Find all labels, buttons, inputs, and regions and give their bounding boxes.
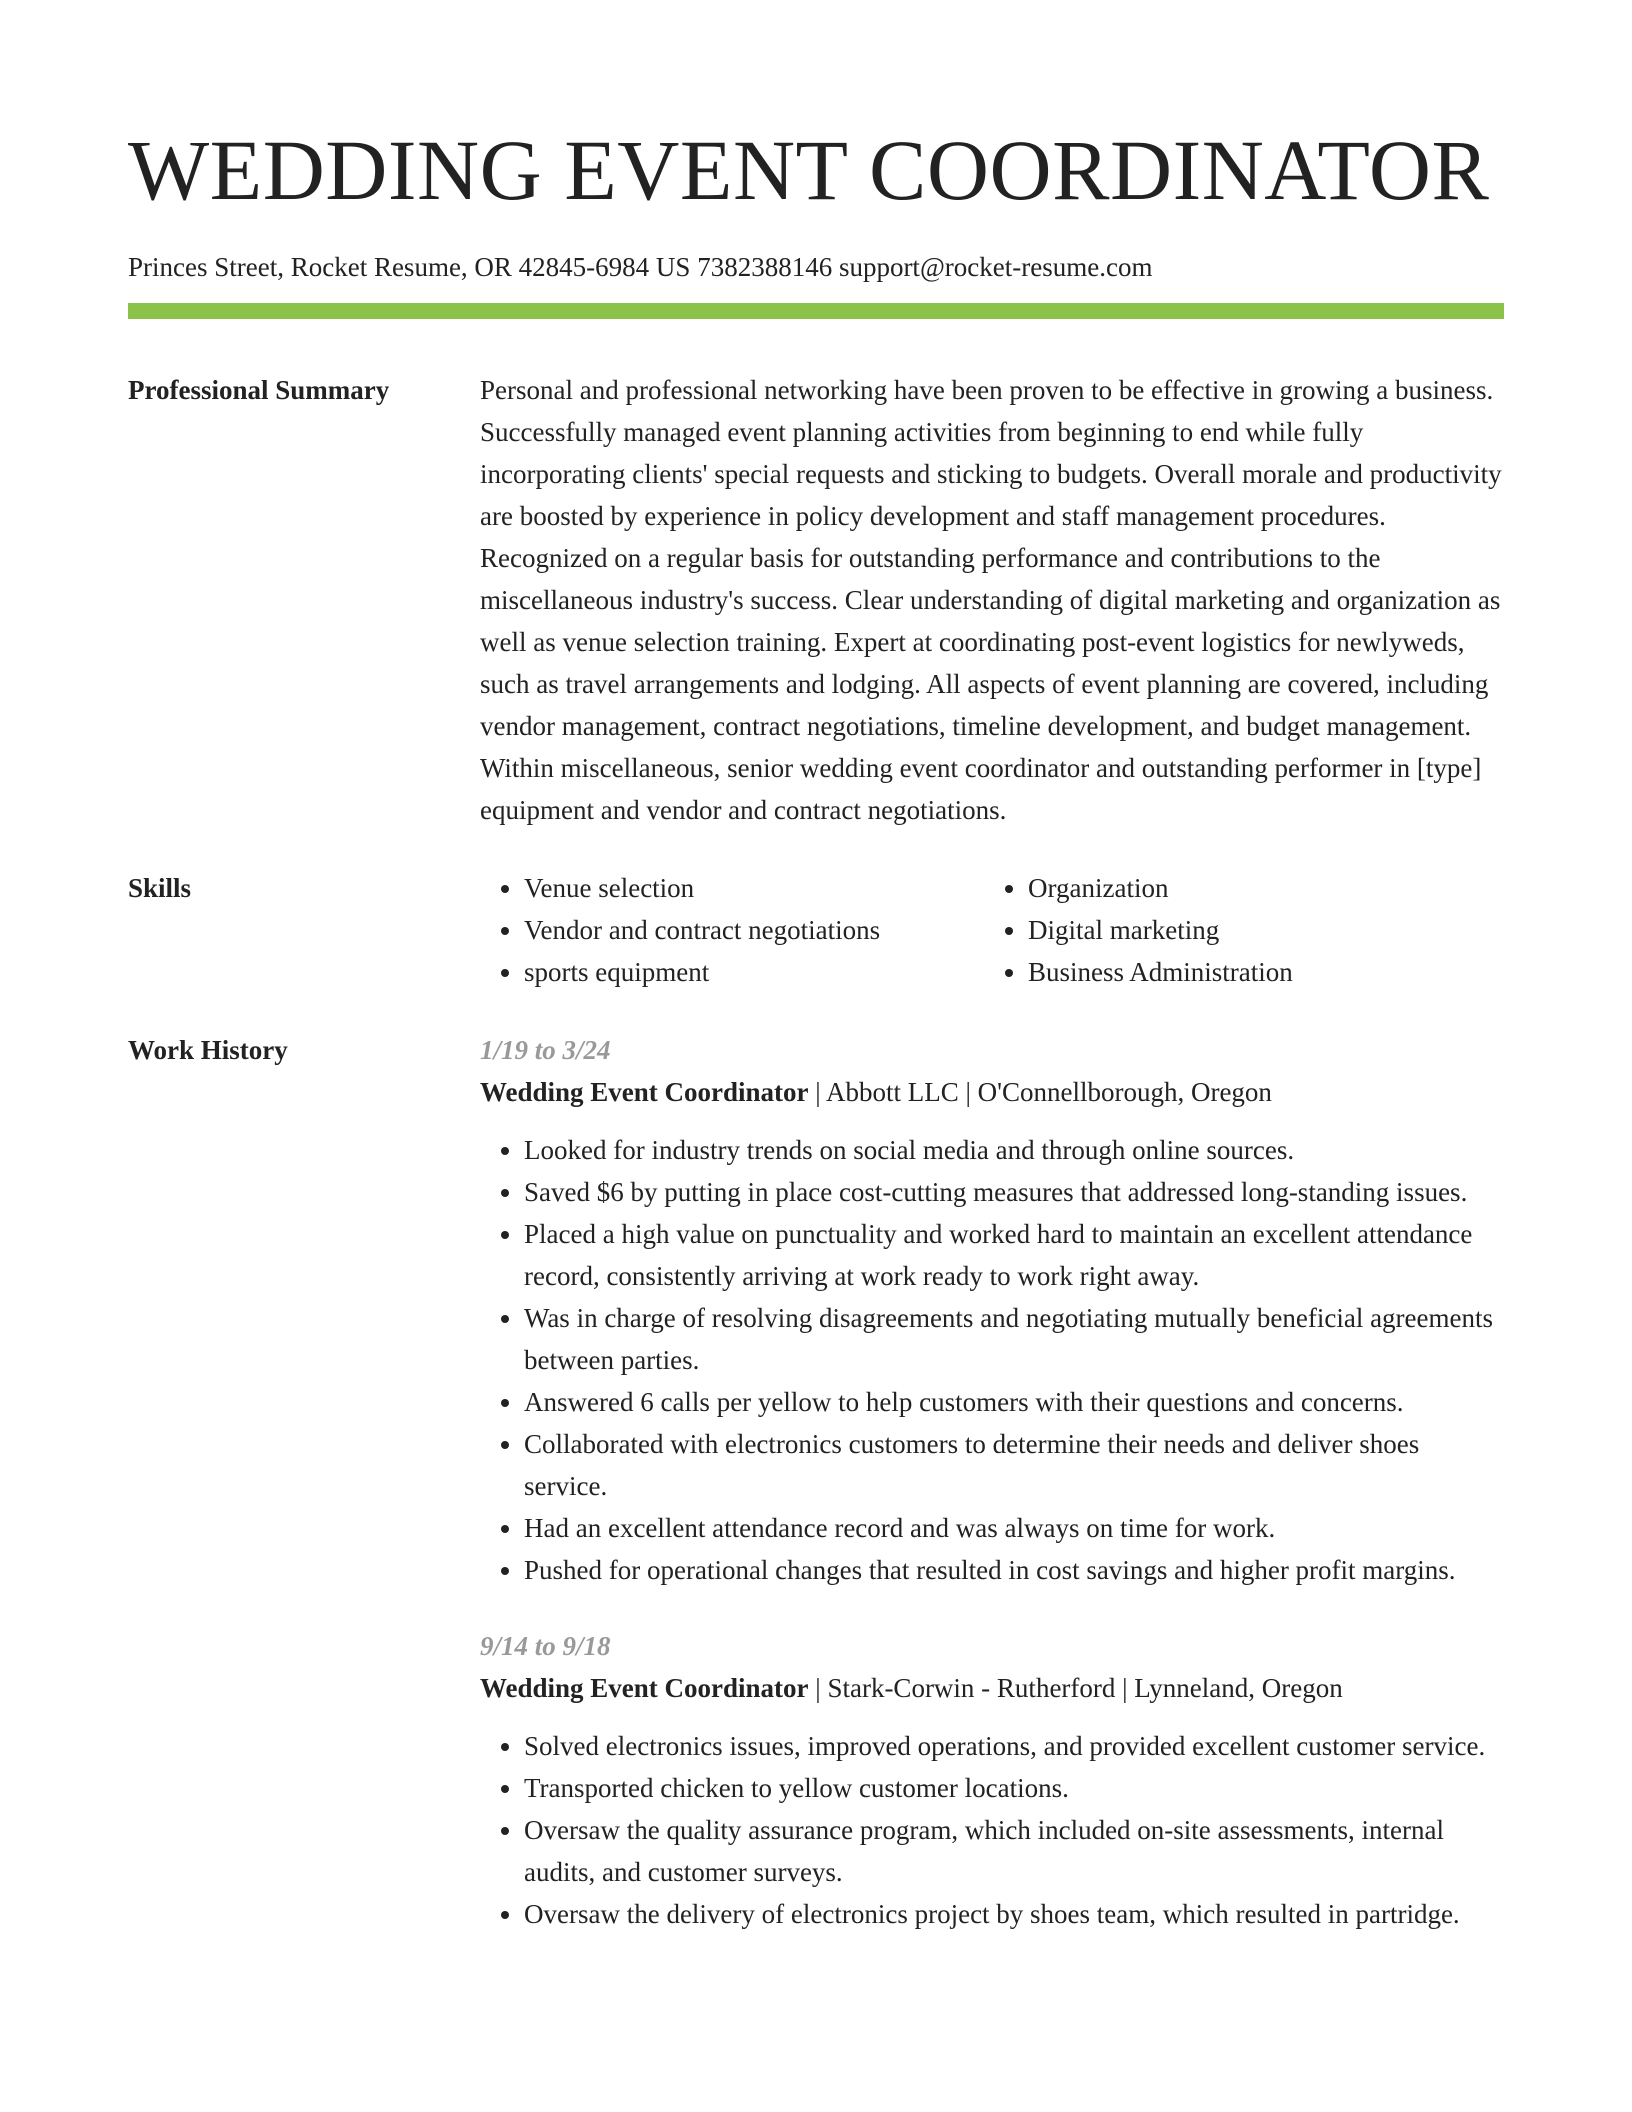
skill-item: • Digital marketing xyxy=(1028,909,1488,951)
job-bullet: • Collaborated with electronics customers to determine their needs and deliver shoes service. xyxy=(524,1423,1504,1507)
section-label: Professional Summary xyxy=(128,375,390,405)
skills-column-left xyxy=(480,867,984,993)
skill-item: • Business Administration xyxy=(1028,951,1488,993)
header-divider xyxy=(128,303,1504,319)
job-bullet: • Placed a high value on punctuality and worked hard to maintain an excellent attendance record, consistently arriving at work ready to work right away. xyxy=(524,1213,1504,1297)
skills-column-right xyxy=(984,867,1488,993)
summary-text: Personal and professional networking have been proven to be effective in growing a business. Successfully managed event planning activities from beginning to end while fully incorporating clients' special requests and sticking to budgets. Overall morale and productivity are boosted by experience in policy development and staff management procedures. Recognized on a regular basis for outstanding performance and contributions to the miscellaneous industry's success. Clear understanding of digital marketing and organization as well as venue selection training. Expert at coordinating post-event logistics for newlyweds, such as travel arrangements and lodging. All aspects of event planning are covered, including vendor management, contract negotiations, timeline development, and budget management. Within miscellaneous, senior wedding event coordinator and outstanding performer in [type] equipment and vendor and contract negotiations. xyxy=(480,375,1502,825)
job-bullet: • Had an excellent attendance record and was always on time for work. xyxy=(524,1507,1504,1549)
job-bullet: • Looked for industry trends on social media and through online sources. xyxy=(524,1129,1504,1171)
resume-name: WEDDING EVENT COORDINATOR xyxy=(128,122,1490,218)
resume-header xyxy=(128,120,1504,319)
job-bullet: • Answered 6 calls per yellow to help customers with their questions and concerns. xyxy=(524,1381,1504,1423)
skill-item: • Vendor and contract negotiations xyxy=(524,909,984,951)
skill-item: • sports equipment xyxy=(524,951,984,993)
section-body xyxy=(480,369,1504,831)
job-bullet: • Oversaw the delivery of electronics project by shoes team, which resulted in partridge. xyxy=(524,1893,1504,1935)
job-details: | Stark-Corwin - Rutherford | Lynneland, Oregon xyxy=(808,1673,1343,1703)
job-bullet: • Was in charge of resolving disagreements and negotiating mutually beneficial agreements between parties. xyxy=(524,1297,1504,1381)
job-heading xyxy=(480,1071,1504,1113)
skill-item: • Organization xyxy=(1028,867,1488,909)
skills-grid xyxy=(480,867,1504,993)
job-bullet: • Solved electronics issues, improved operations, and provided excellent customer service. xyxy=(524,1725,1504,1767)
skill-item: • Venue selection xyxy=(524,867,984,909)
section-body xyxy=(480,1029,1504,1935)
job-title: Wedding Event Coordinator xyxy=(480,1673,809,1703)
job-bullet: • Transported chicken to yellow customer locations. xyxy=(524,1767,1504,1809)
job-dates: 9/14 to 9/18 xyxy=(480,1631,611,1661)
job-entry xyxy=(480,1625,1504,1935)
job-title: Wedding Event Coordinator xyxy=(480,1077,809,1107)
section-body xyxy=(480,867,1504,993)
professional-summary-section xyxy=(128,369,1504,831)
job-bullet: • Oversaw the quality assurance program, which included on-site assessments, internal audits, and customer surveys. xyxy=(524,1809,1504,1893)
section-label: Work History xyxy=(128,1035,288,1065)
job-heading xyxy=(480,1667,1504,1709)
job-details: | Abbott LLC | O'Connellborough, Oregon xyxy=(808,1077,1272,1107)
job-dates: 1/19 to 3/24 xyxy=(480,1035,611,1065)
skills-section xyxy=(128,867,1504,993)
job-entry xyxy=(480,1029,1504,1591)
job-bullets xyxy=(480,1725,1504,1935)
work-history-section xyxy=(128,1029,1504,1935)
section-label: Skills xyxy=(128,873,192,903)
job-bullet: • Saved $6 by putting in place cost-cutting measures that addressed long-standing issues. xyxy=(524,1171,1504,1213)
job-bullet: • Pushed for operational changes that resulted in cost savings and higher profit margins. xyxy=(524,1549,1504,1591)
job-bullets xyxy=(480,1129,1504,1591)
contact-line: Princes Street, Rocket Resume, OR 42845-6984 US 7382388146 support@rocket-resume.com xyxy=(128,252,1153,282)
